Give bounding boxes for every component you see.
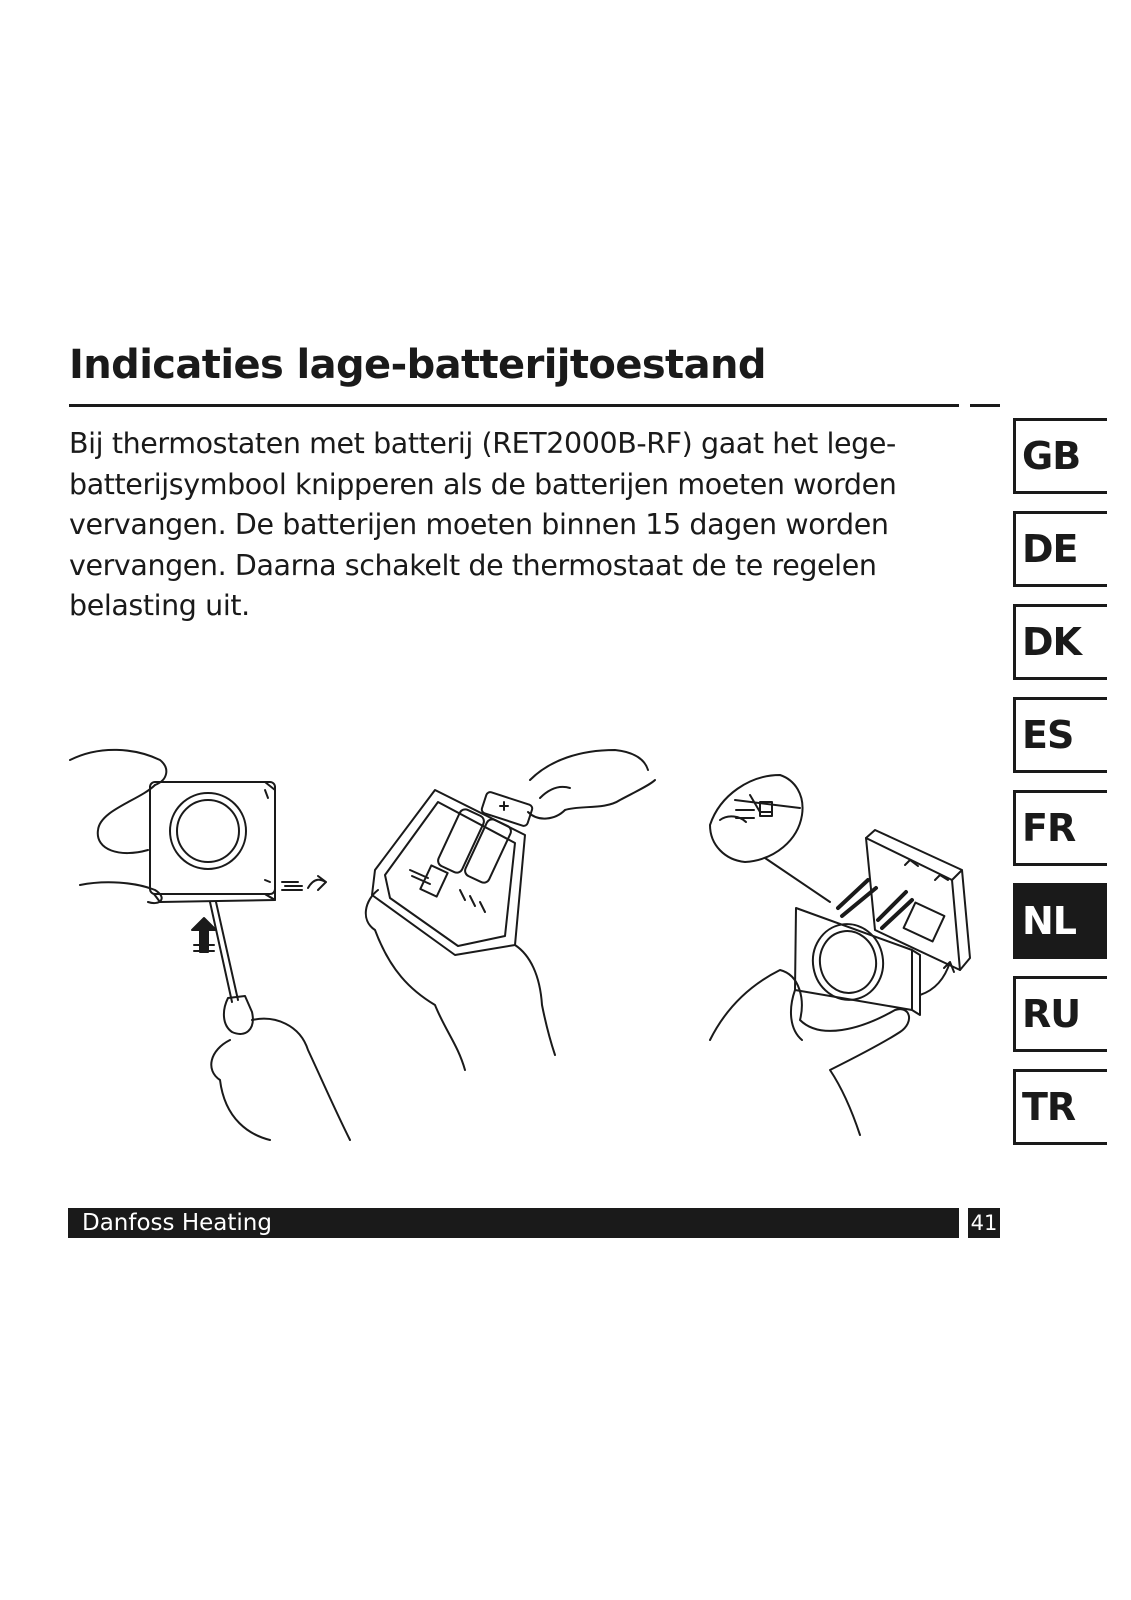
page-title: Indicaties lage-batterijtoestand [69,342,766,388]
terminal-block-icon [904,903,945,942]
body-line: Bij thermostaten met batterij (RET2000B-RF) gaat het lege- [69,427,896,460]
lang-tab-de[interactable]: DE [1013,511,1107,587]
body-line: belasting uit. [69,589,250,622]
hand-outline-icon [530,750,648,780]
lang-tab-tr[interactable]: TR [1013,1069,1107,1145]
arrow-icon [308,876,326,890]
title-rule-short [970,404,1000,407]
lang-tab-fr[interactable]: FR [1013,790,1107,866]
dial-ring-icon [170,793,246,869]
lang-tab-gb[interactable]: GB [1013,418,1107,494]
thermostat-front-icon [150,782,275,894]
lang-tab-ru[interactable]: RU [1013,976,1107,1052]
lang-tab-es[interactable]: ES [1013,697,1107,773]
body-line: batterijsymbool knipperen als de batterijen moeten worden [69,467,897,501]
hand-outline-icon [70,750,166,785]
body-paragraph [69,424,949,627]
push-up-arrow-icon [192,918,216,952]
battery-replacement-illustration [60,740,980,1150]
lang-tab-nl[interactable]: NL [1013,883,1107,959]
step-3-attach-front-drawing [710,775,970,1135]
page-number: 41 [968,1208,1000,1238]
step-2-replace-batteries-drawing [366,750,655,1070]
step-1-remove-cover-drawing [70,750,350,1140]
hand-outline-icon [710,970,909,1135]
title-rule [69,404,959,407]
rotate-arrow-icon [920,962,954,995]
lang-tab-dk[interactable]: DK [1013,604,1107,680]
footer-brand: Danfoss Heating [68,1208,959,1238]
body-line: vervangen. Daarna schakelt de thermostaat de te regelen [69,548,877,582]
body-line: vervangen. De batterijen moeten binnen 15 dagen worden [69,508,889,541]
